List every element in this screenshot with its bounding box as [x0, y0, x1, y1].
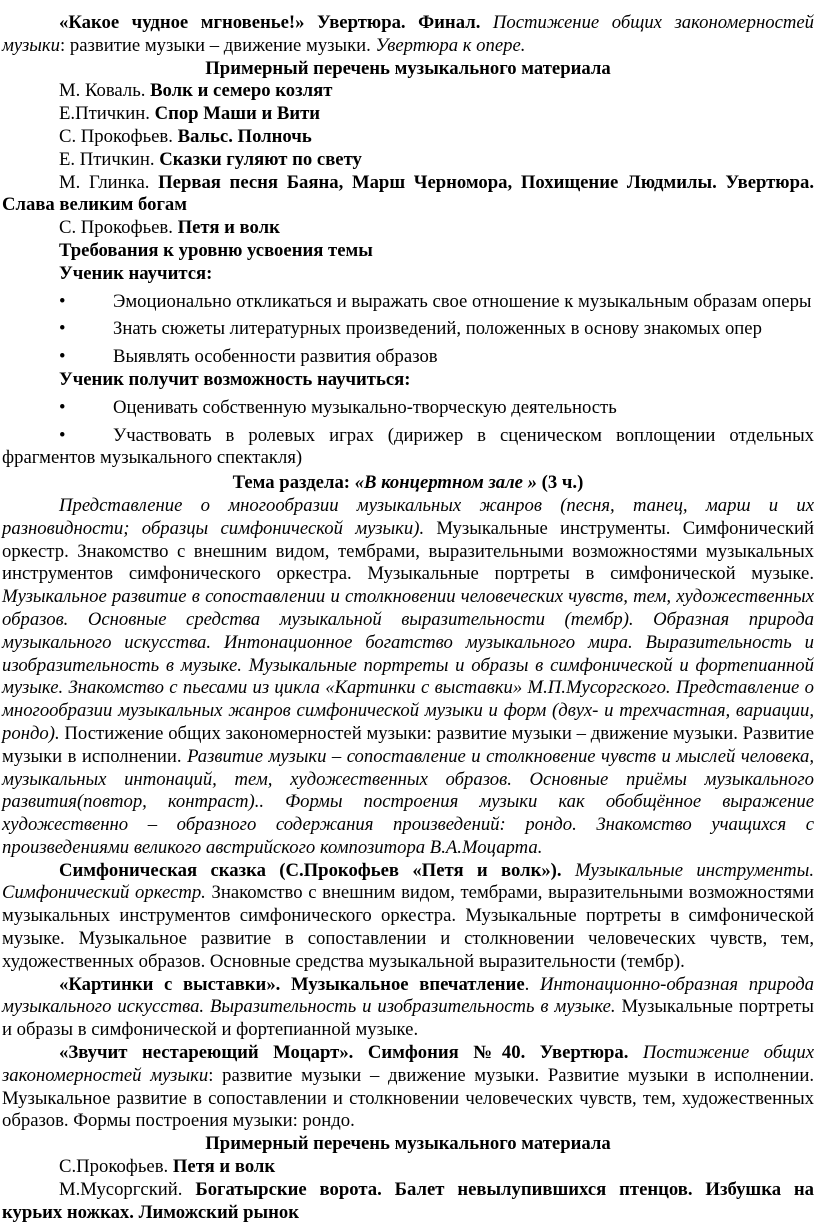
composer: С. Прокофьев. [59, 217, 173, 239]
p1-sentence-4: Постижение общих закономерностей музыки: развитие музыки – движение музыки. Развитие музыки в исполнении. [2, 722, 815, 767]
section-label: Тема раздела: [232, 472, 351, 494]
p3-plain: Музыкальные портреты и образы в симфонической и фортепианной музыке. [2, 996, 814, 1041]
intro-italic-2: Увертюра к опере. [375, 34, 526, 56]
work-title: Петя и волк [177, 217, 280, 239]
list1-item [2, 126, 814, 149]
bullet-item [2, 346, 814, 369]
work-title: Петя и волк [172, 1156, 276, 1178]
composer: Е. Птичкин. [59, 148, 155, 170]
work-title: Богатырские ворота. Балет невылупившихся птенцов. Избушка на курьих ножках. Лиможский рынок [2, 1178, 815, 1223]
list1-item [2, 80, 814, 103]
work-title: Первая песня Баяна, Марш Черномора, Похищение Людмилы. Увертюра. Слава великим богам [2, 171, 814, 216]
bullet-text: Знать сюжеты литературных произведений, положенных в основу знакомых опер [113, 318, 762, 340]
bullet-item [2, 291, 814, 314]
section-name: «В концертном зале » [354, 472, 537, 494]
p3-title: «Картинки с выставки». Музыкальное впечатление [59, 973, 525, 995]
list1-heading: Примерный перечень музыкального материала [205, 57, 611, 79]
p2-title: Симфоническая сказка (С.Прокофьев «Петя и волк»). [59, 859, 562, 881]
composer: С.Прокофьев. [59, 1156, 169, 1178]
work-title: Волк и семеро козлят [150, 80, 333, 102]
section-title [2, 472, 814, 495]
p2-plain: Знакомство с внешним видом, тембрами, выразительными возможностями музыкальных инструментов симфонического оркестра. Музыкальные портреты в симфонической музыке. Музыкальное развитие в сопоставлении и столкновении человеческих чувств, тем, художественных образов. Основные средства музыкальной выразительности (тембр). [2, 882, 814, 972]
bullet-icon: • [59, 290, 66, 312]
requirements-heading: Требования к уровню усвоения темы [59, 239, 373, 261]
section-paragraph-4 [2, 1042, 814, 1133]
section-paragraph-2 [2, 860, 814, 974]
p4-plain: : развитие музыки – движение музыки. Развитие музыки в исполнении. Музыкальное развитие в сопоставлении и столкновении человеческих чувств, тем, художественных образов. Формы построения музыки: рондо. [2, 1064, 814, 1132]
bullet-text: Участвовать в ролевых играх (дирижер в сценическом воплощении отдельных фрагментов музыкального спектакля) [2, 424, 814, 469]
bullet-item [2, 318, 814, 341]
list1-item [2, 149, 814, 172]
list2-item [2, 1156, 814, 1179]
bullet-icon: • [59, 424, 66, 446]
section-hours: (3 ч.) [541, 472, 584, 494]
learns-heading: Ученик научится: [59, 262, 213, 284]
section-paragraph-3 [2, 974, 814, 1042]
composer: М. Коваль. [59, 80, 146, 102]
p1-sentence-5: Развитие музыки – сопоставление и столкновение чувств и мыслей человека, музыкальных интонаций, тем, художественных образов. Основные приёмы музыкального развития(повтор, контраст).. Формы построения музыки как обобщённое выражение художественно – образного содержания произведений: рондо. Знакомство учащихся с произведениями великого австрийского композитора В.А.Моцарта. [2, 745, 814, 858]
bullet-text: Выявлять особенности развития образов [113, 346, 438, 368]
list1-item [2, 103, 814, 126]
intro-plain-1: : развитие музыки – движение музыки. [60, 34, 371, 56]
work-title: Спор Маши и Вити [154, 103, 321, 125]
intro-title: «Какое чудное мгновенье!» Увертюра. Финал. [59, 12, 481, 33]
p3-dot: . [524, 973, 530, 995]
composer: С. Прокофьев. [59, 125, 173, 147]
intro-italic-1: Постижение общих закономерностей музыки [2, 12, 814, 56]
bullet-icon: • [59, 318, 66, 340]
p3-italic: Интонационно-образная природа музыкального искусства. Выразительность и изобразительность в музыке. [2, 973, 815, 1018]
work-title: Сказки гуляют по свету [159, 148, 362, 170]
bullet-item [2, 425, 814, 471]
p2-italic: Музыкальные инструменты. Симфонический оркестр. [2, 859, 815, 904]
p1-sentence-1: Представление о многообразии музыкальных жанров (песня, танец, марш и их разновидности; образцы симфонической музыки). [2, 494, 814, 539]
bullet-icon: • [59, 346, 66, 368]
bullet-icon: • [59, 396, 66, 418]
p4-title: «Звучит нестареющий Моцарт». Симфония №40. Увертюра. [59, 1042, 629, 1064]
composer: М. Глинка. [59, 171, 150, 193]
list2-item [2, 1179, 814, 1224]
list1-item [2, 172, 814, 218]
list2-heading: Примерный перечень музыкального материала [205, 1133, 611, 1155]
bullet-text: Эмоционально откликаться и выражать свое отношение к музыкальным образам оперы [113, 290, 812, 312]
bullet-item [2, 397, 814, 420]
p1-sentence-2: Музыкальные инструменты. Симфонический оркестр. Знакомство с внешним видом, тембрами, выразительными возможностями музыкальных инструментов симфонического оркестра. Музыкальные портреты в симфонической музыке. [2, 517, 814, 585]
bullet-text: Оценивать собственную музыкально-творческую деятельность [113, 396, 617, 418]
p1-sentence-3: Музыкальное развитие в сопоставлении и столкновении человеческих чувств, тем, художественных образов. Основные средства музыкальной выразительности (тембр). Образная природа музыкального искусства. Интонационное богатство музыкального мира. Выразительность и изобразительность в музыке. Музыкальные портреты и образы в симфонической и фортепианной музыке. Знакомство с пьесами из цикла «Картинки с выставки» М.П.Мусоргского. Представление о многообразии музыкальных жанров симфонической музыки и форм (двух- и трехчастная, вариации, рондо). [2, 586, 814, 744]
composer: Е.Птичкин. [59, 103, 150, 125]
section-paragraph-1 [2, 495, 814, 860]
may-heading: Ученик получит возможность научиться: [59, 368, 411, 390]
composer: М.Мусоргский. [59, 1178, 183, 1200]
list1-item [2, 217, 814, 240]
intro-paragraph [2, 12, 814, 58]
work-title: Вальс. Полночь [177, 125, 312, 147]
p4-italic: Постижение общих закономерностей музыки [2, 1042, 814, 1086]
